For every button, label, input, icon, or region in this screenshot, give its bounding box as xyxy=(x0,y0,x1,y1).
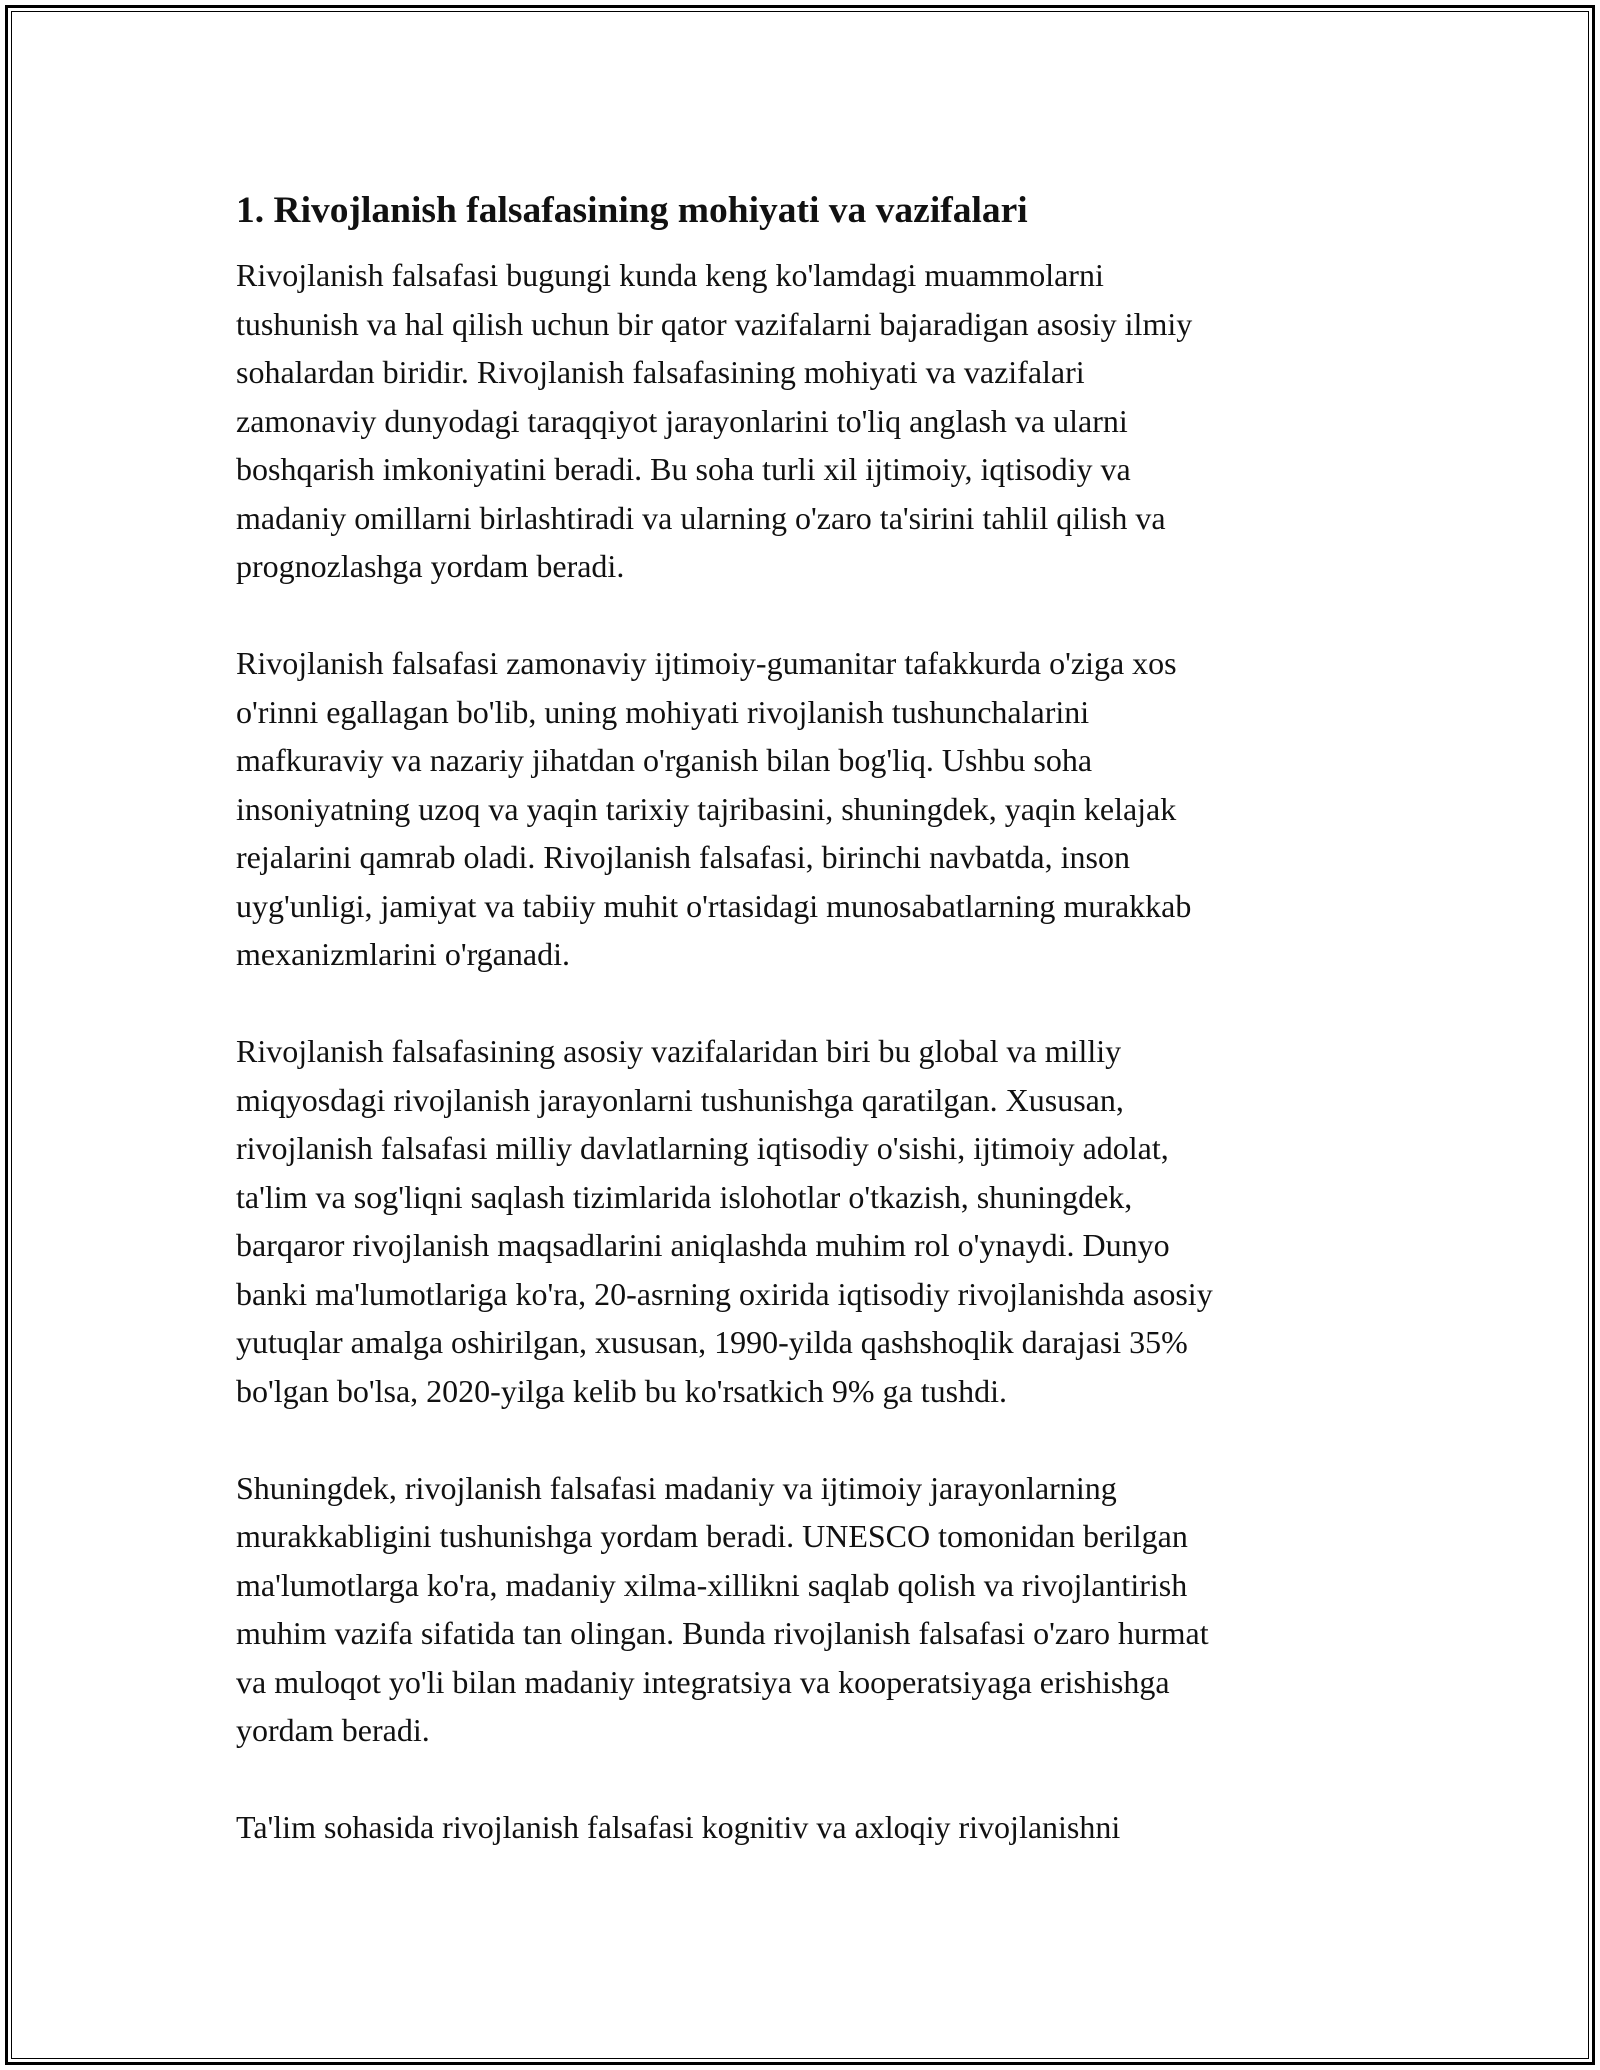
paragraph-1: Rivojlanish falsafasi bugungi kunda keng ko'lamdagi muammolarni tushunish va hal qilish uchun bir qator vazifalarni bajaradigan asosiy ilmiy sohalardan biridir. Rivojlanish falsafasining mohiyati va vazifalari zamonaviy dunyodagi taraqqiyot jarayonlarini to'liq anglash va ularni boshqarish imkoniyatini beradi. Bu soha turli xil ijtimoiy, iqtisodiy va madaniy omillarni birlashtiradi va ularning o'zaro ta'sirini tahlil qilish va prognozlashga yordam beradi. xyxy=(236,257,1193,584)
paragraph-4: Shuningdek, rivojlanish falsafasi madaniy va ijtimoiy jarayonlarning murakkabligini tushunishga yordam beradi. UNESCO tomonidan berilgan ma'lumotlarga ko'ra, madaniy xilma-xillikni saqlab qolish va rivojlantirish muhim vazifa sifatida tan olingan. Bunda rivojlanish falsafasi o'zaro hurmat va muloqot yo'li bilan madaniy integratsiya va kooperatsiyaga erishishga yordam beradi. xyxy=(236,1469,1209,1748)
paragraph-5: Ta'lim sohasida rivojlanish falsafasi kognitiv va axloqiy rivojlanishni xyxy=(236,1809,1121,1845)
document-body xyxy=(236,185,1376,1900)
paragraph-2: Rivojlanish falsafasi zamonaviy ijtimoiy-gumanitar tafakkurda o'ziga xos o'rinni egallagan bo'lib, uning mohiyati rivojlanish tushunchalarini mafkuraviy va nazariy jihatdan o'rganish bilan bog'liq. Ushbu soha insoniyatning uzoq va yaqin tarixiy tajribasini, shuningdek, yaqin kelajak rejalarini qamrab oladi. Rivojlanish falsafasi, birinchi navbatda, inson uyg'unligi, jamiyat va tabiiy muhit o'rtasidagi munosabatlarning murakkab mexanizmlarini o'rganadi. xyxy=(236,645,1192,972)
section-heading: 1. Rivojlanish falsafasining mohiyati va vazifalari xyxy=(236,190,1028,231)
paragraph-3: Rivojlanish falsafasining asosiy vazifalaridan biri bu global va milliy miqyosdagi rivojlanish jarayonlarni tushunishga qaratilgan. Xususan, rivojlanish falsafasi milliy davlatlarning iqtisodiy o'sishi, ijtimoiy adolat, ta'lim va sog'liqni saqlash tizimlarida islohotlar o'tkazish, shuningdek, barqaror rivojlanish maqsadlarini aniqlashda muhim rol o'ynaydi. Dunyo banki ma'lumotlariga ko'ra, 20-asrning oxirida iqtisodiy rivojlanishda asosiy yutuqlar amalga oshirilgan, xususan, 1990-yilda qashshoqlik darajasi 35% bo'lgan bo'lsa, 2020-yilga kelib bu ko'rsatkich 9% ga tushdi. xyxy=(236,1033,1213,1409)
